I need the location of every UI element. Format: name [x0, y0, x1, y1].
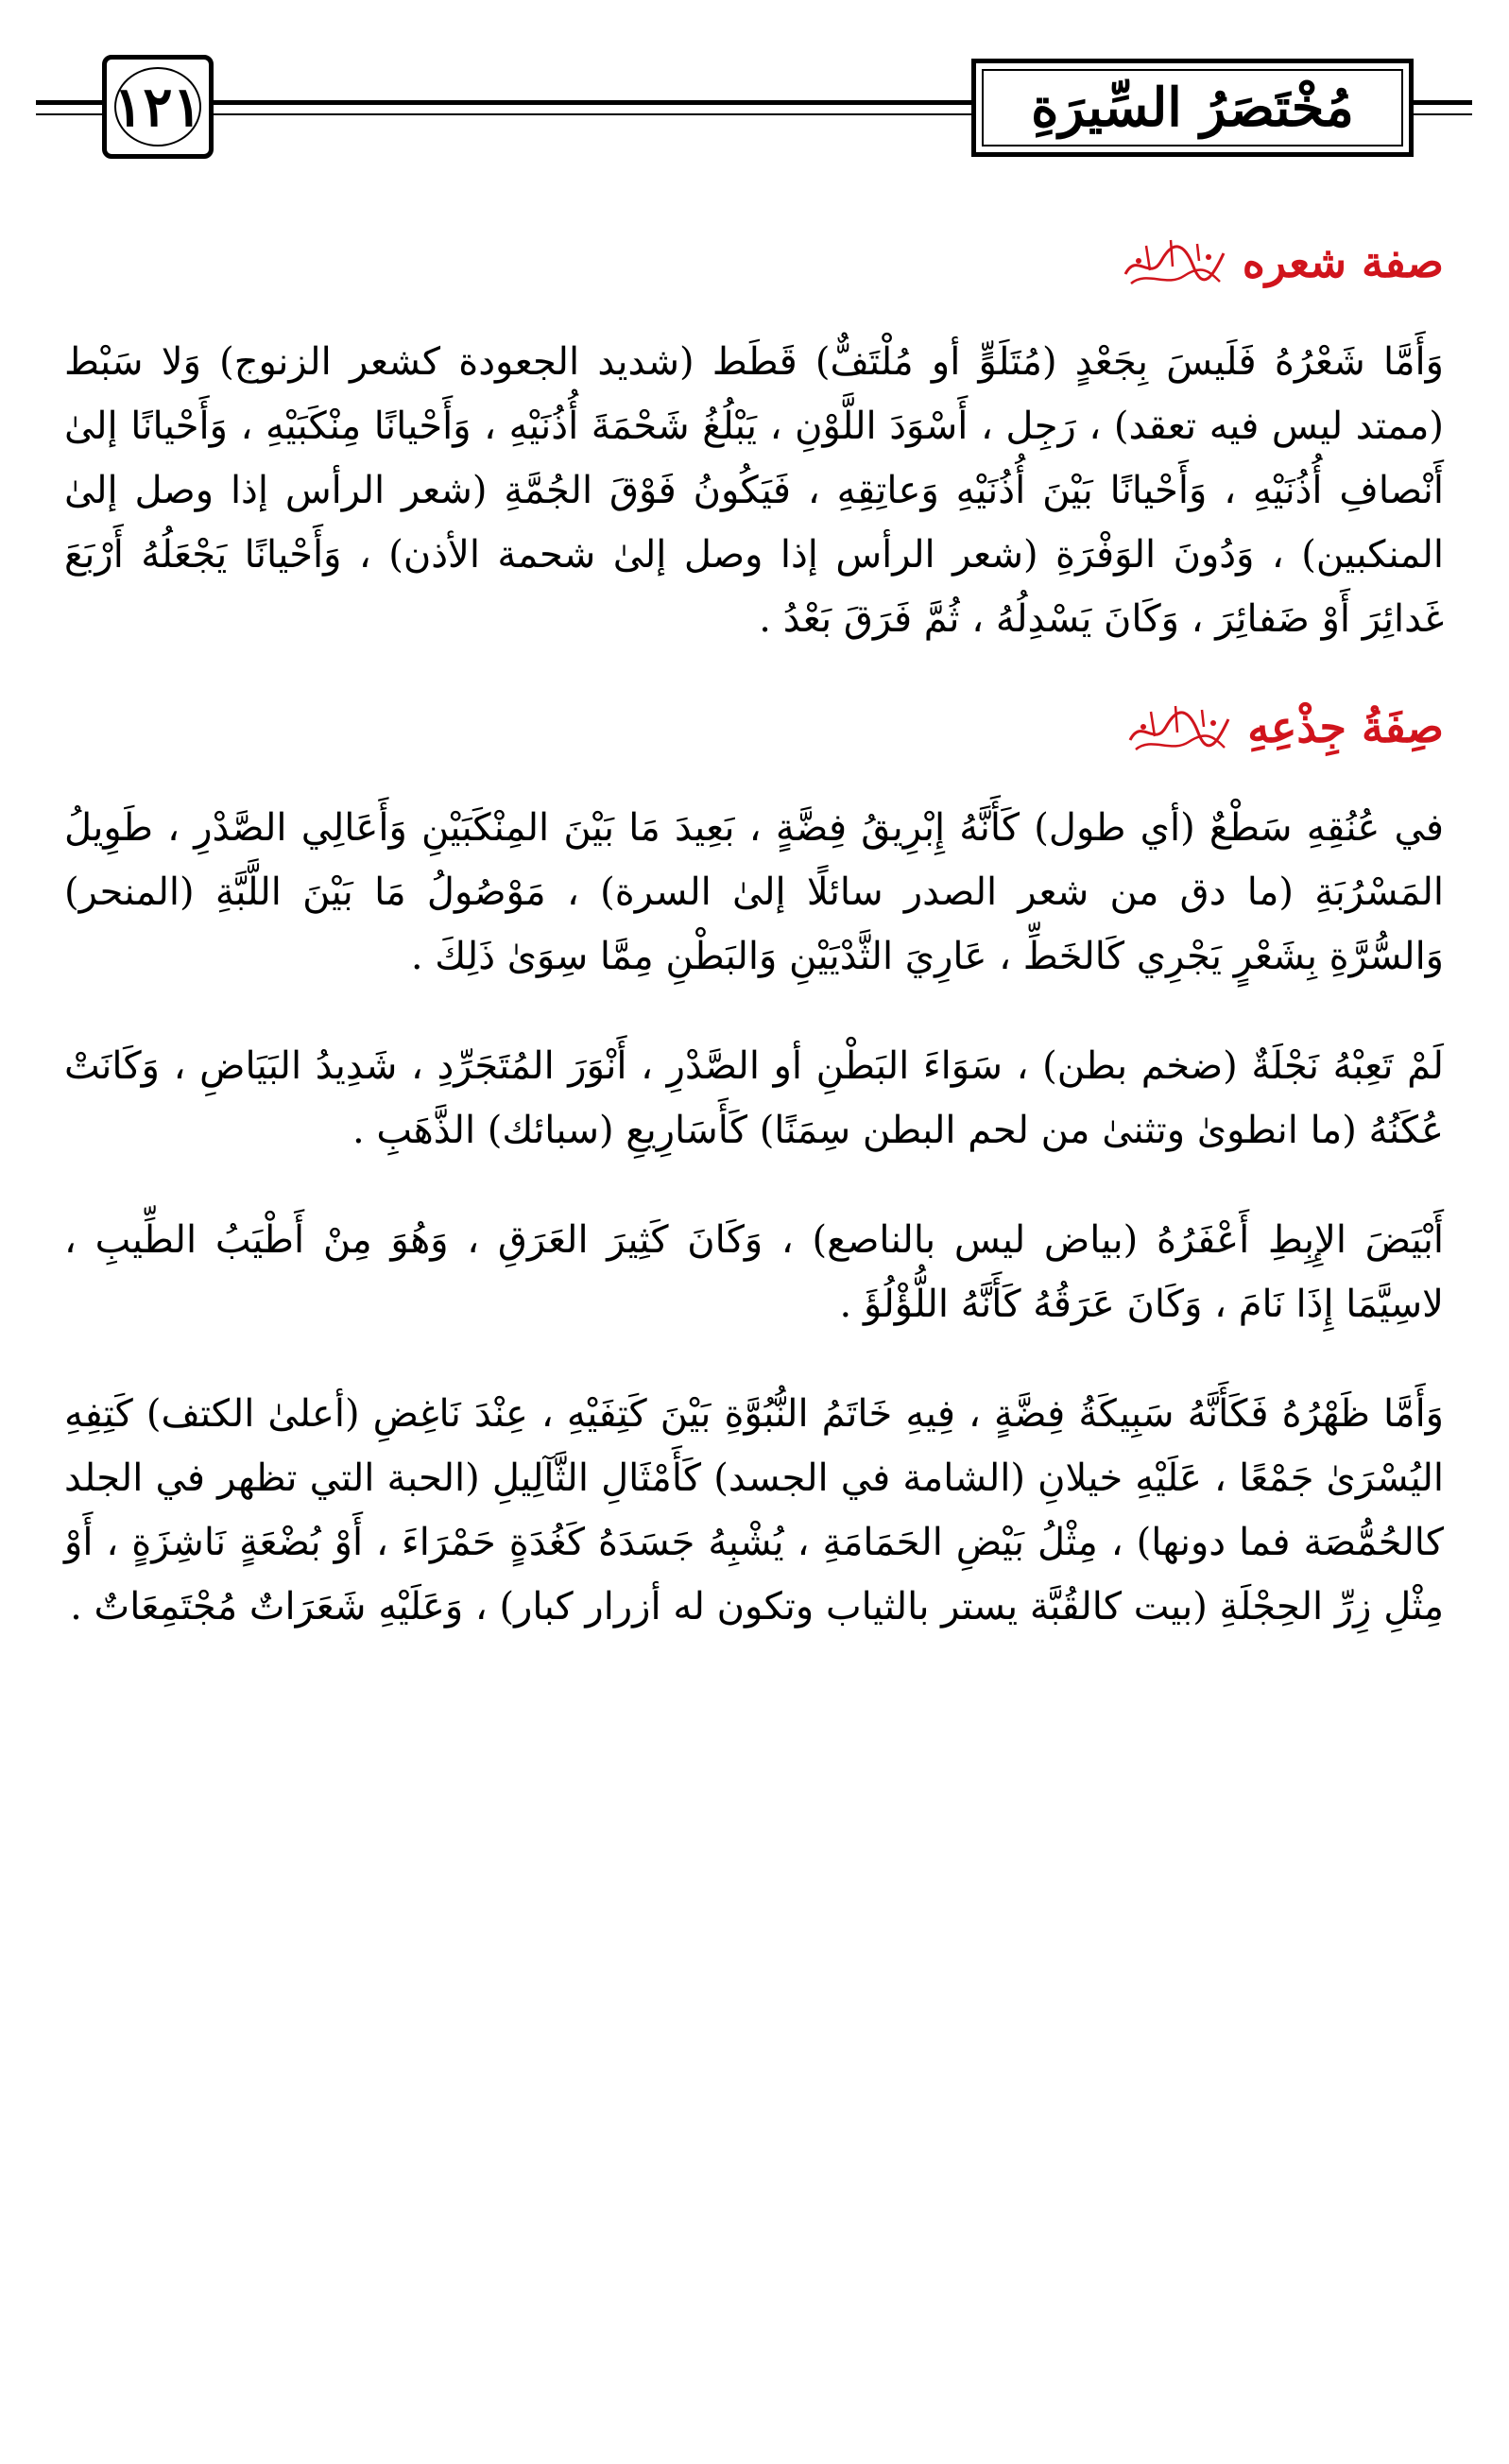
paragraph: في عُنُقِهِ سَطْعٌ (أي طول) كَأَنَّهُ إِبْرِيقُ فِضَّةٍ ، بَعِيدَ مَا بَيْنَ المِنْكَبَيْنِ وَأَعَالِي الصَّدْرِ ، طَوِيلُ المَسْرُبَةِ (ما دق من شعر الصدر سائلًا إلىٰ السرة) ، مَوْصُولُ مَا بَيْنَ اللَّبَّةِ (المنحر) وَالسُّرَّةِ بِشَعْرٍ يَجْرِي كَالخَطِّ ، عَارِيَ الثَّدْيَيْنِ وَالبَطْنِ مِمَّا سِوَىٰ ذَلِكَ .	[64, 805, 1444, 978]
page-header	[0, 0, 1509, 189]
page-content	[64, 203, 1444, 2434]
section-heading-torso	[64, 697, 1444, 757]
header-rule-right	[1414, 100, 1472, 105]
page-number: ١٢١	[113, 75, 202, 139]
book-title: مُخْتَصَرُ السِّيرَةِ	[1031, 77, 1354, 139]
section-title: صفة شعره	[1242, 236, 1444, 287]
paragraph: لَمْ تَعِبْهُ نَجْلَةٌ (ضخم بطن) ، سَوَاءَ البَطْنِ أو الصَّدْرِ ، أَنْوَرَ المُتَجَرِّدِ ، شَدِيدُ البَيَاضِ ، وَكَانَتْ عُكَنُهُ (ما انطوىٰ وتثنىٰ من لحم البطن سِمَنًا) كَأَسَارِيعِ (سبائك) الذَّهَبِ .	[64, 1043, 1444, 1152]
header-rule-middle-thin	[214, 113, 971, 115]
page-number-badge	[102, 55, 214, 159]
header-rule-left	[36, 100, 102, 105]
header-rule-left-thin	[36, 113, 102, 115]
header-rule-middle	[214, 100, 971, 105]
paragraph: وَأَمَّا شَعْرُهُ فَلَيسَ بِجَعْدٍ (مُتَلَوٍّ أو مُلْتَفٌّ) قَطَط (شديد الجعودة كشعر الزنوج) وَلا سَبْط (ممتد ليس فيه تعقد) ، رَجِل ، أَسْوَدَ اللَّوْنِ ، يَبْلُغُ شَحْمَةَ أُذُنَيْهِ ، وَأَحْيانًا مِنْكَبَيْهِ ، وَأَحْيانًا إلىٰ أَنْصافِ أُذُنَيْهِ ، وَأَحْيانًا بَيْنَ أُذُنَيْهِ وَعاتِقِهِ ، فَيَكُونُ فَوْقَ الجُمَّةِ (شعر الرأس إذا وصل إلىٰ المنكبين) ، وَدُونَ الوَفْرَةِ (شعر الرأس إذا وصل إلىٰ شحمة الأذن) ، وَأَحْيانًا يَجْعَلُهُ أَرْبَعَ غَدائِرَ أَوْ ضَفائِرَ ، وَكَانَ يَسْدِلُهُ ، ثُمَّ فَرَقَ بَعْدُ .	[64, 340, 1444, 642]
paragraph: أَبْيَضَ الإِبِطِ أَعْفَرُهُ (بياض ليس بالناصع) ، وَكَانَ كَثِيرَ العَرَقِ ، وَهُوَ مِنْ أَطْيَبُ الطِّيبِ ، لاسِيَّمَا إِذَا نَامَ ، وَكَانَ عَرَقُهُ كَأَنَّهُ اللُّؤْلُؤَ .	[64, 1217, 1444, 1326]
book-title-badge	[971, 59, 1414, 157]
salutation-calligraphy-icon	[1118, 233, 1229, 291]
section-heading-hair	[64, 232, 1444, 292]
header-rule-right-thin	[1414, 113, 1472, 115]
paragraph: وَأَمَّا ظَهْرُهُ فَكَأَنَّهُ سَبِيكَةُ فِضَّةٍ ، فِيهِ خَاتَمُ النُّبُوَّةِ بَيْنَ كَتِفَيْهِ ، عِنْدَ نَاغِضِ (أعلىٰ الكتف) كَتِفِهِ اليُسْرَىٰ جَمْعًا ، عَلَيْهِ خيلانِ (الشامة في الجسد) كَأَمْثَالِ الثَّآلِيلِ (الحبة التي تظهر في الجلد كالحُمُّصَة فما دونها) ، مِثْلُ بَيْضِ الحَمَامَةِ ، يُشْبِهُ جَسَدَهُ كَغُدَةٍ حَمْرَاءَ ، أَوْ بُضْعَةٍ نَاشِزَةٍ ، أَوْ مِثْلِ زِرِّ الحِجْلَةِ (بيت كالقُبَّة يستر بالثياب وتكون له أزرار كبار) ، وَعَلَيْهِ شَعَرَاتٌ مُجْتَمِعَاتٌ .	[64, 1391, 1444, 1628]
salutation-calligraphy-icon	[1123, 698, 1234, 757]
section-title: صِفَةُ جِذْعِهِ	[1247, 701, 1444, 753]
